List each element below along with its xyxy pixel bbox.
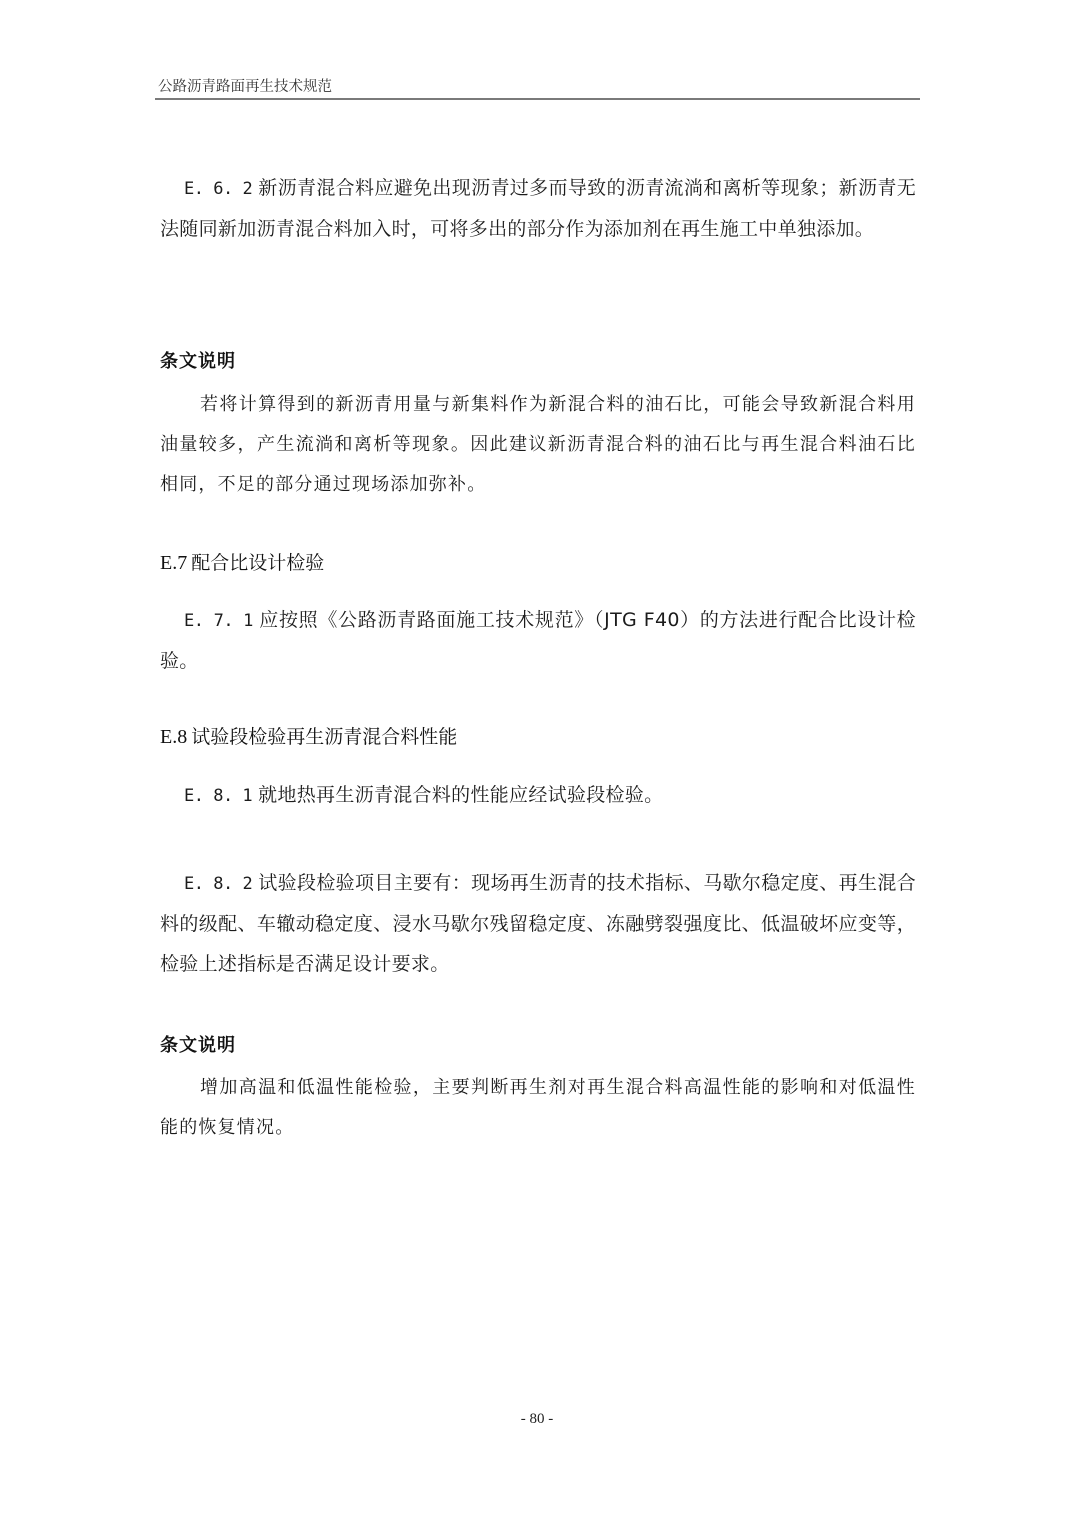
- clause-e6-2: [160, 168, 916, 249]
- note-text: 增加高温和低温性能检验，主要判断再生剂对再生混合料高温性能的影响和对低温性能的恢复情况。: [160, 1077, 916, 1138]
- clause-number: E. 8. 2: [184, 874, 253, 894]
- clause-text: 试验段检验项目主要有：现场再生沥青的技术指标、马歇尔稳定度、再生混合料的级配、车辙动稳定度、浸水马歇尔残留稳定度、冻融劈裂强度比、低温破坏应变等，检验上述指标是否满足设计要求。: [160, 872, 917, 975]
- explanatory-note-1: [160, 347, 916, 377]
- page-number: - 80 -: [520, 1411, 554, 1427]
- section-number: E.7: [160, 552, 188, 574]
- section-e7-heading: [160, 548, 916, 578]
- clause-number: E. 6. 2: [184, 179, 253, 199]
- note-title: 条文说明: [160, 351, 236, 372]
- running-header: [158, 76, 920, 100]
- section-title: 试验段检验再生沥青混合料性能: [191, 726, 458, 748]
- clause-e8-1: [160, 775, 916, 816]
- note-title: 条文说明: [160, 1035, 236, 1056]
- explanatory-note-1-body: [160, 385, 916, 505]
- clause-number: E. 8. 1: [184, 786, 253, 806]
- clause-text: 就地热再生沥青混合料的性能应经试验段检验。: [258, 784, 664, 806]
- header-rule: [155, 98, 920, 100]
- clause-e7-1: [160, 600, 916, 681]
- clause-text: 应按照《公路沥青路面施工技术规范》（JTG F40）的方法进行配合比设计检验。: [160, 609, 916, 672]
- section-number: E.8: [160, 726, 188, 748]
- clause-text: 新沥青混合料应避免出现沥青过多而导致的沥青流淌和离析等现象；新沥青无法随同新加沥青混合料加入时，可将多出的部分作为添加剂在再生施工中单独添加。: [160, 177, 917, 240]
- clause-number: E. 7. 1: [184, 611, 253, 631]
- note-text: 若将计算得到的新沥青用量与新集料作为新混合料的油石比，可能会导致新混合料用油量较多，产生流淌和离析等现象。因此建议新沥青混合料的油石比与再生混合料油石比相同，不足的部分通过现场添加弥补。: [160, 394, 916, 495]
- document-title: 公路沥青路面再生技术规范: [158, 79, 332, 95]
- section-title: 配合比设计检验: [191, 552, 325, 574]
- clause-e8-2: [160, 863, 916, 984]
- explanatory-note-2: [160, 1031, 916, 1061]
- section-e8-heading: [160, 722, 916, 752]
- explanatory-note-2-body: [160, 1068, 916, 1148]
